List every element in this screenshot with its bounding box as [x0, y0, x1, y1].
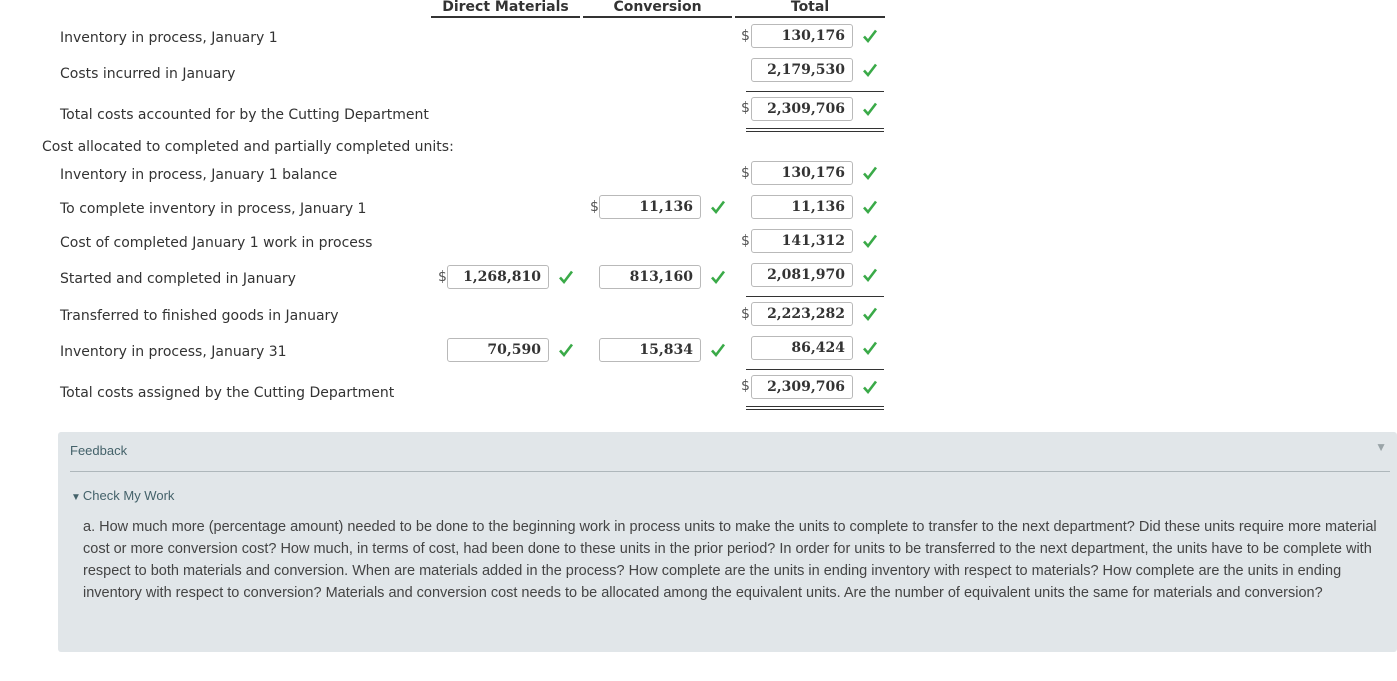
inventory-jan31-materials-input[interactable]: 70,590: [447, 338, 549, 362]
column-header-direct-materials: Direct Materials: [431, 0, 580, 18]
row-label-started-completed: Started and completed in January: [60, 271, 296, 287]
currency-symbol: $: [741, 165, 750, 181]
to-complete-conversion-input[interactable]: 11,136: [599, 195, 701, 219]
subtotal-rule: [746, 369, 884, 370]
row-label-inventory-jan1: Inventory in process, January 1: [60, 30, 278, 46]
inventory-jan31-total-input[interactable]: 86,424: [751, 336, 853, 360]
total-double-rule: [746, 128, 884, 132]
column-header-conversion: Conversion: [583, 0, 732, 18]
row-label-total-accounted: Total costs accounted for by the Cutting Department: [60, 107, 429, 123]
check-icon: [558, 342, 574, 358]
inventory-jan31-conversion-input[interactable]: 15,834: [599, 338, 701, 362]
feedback-text: a. How much more (percentage amount) needed to be done to the beginning work in process units to make the units to complete to transfer to the next department? Did these units require more material cost or more conversion cost? How much, in terms of cost, had been done to these units in the prior period? In order for units to be transferred to the next department, the units have to be complete with respect to both materials and conversion. When are materials added in the process? How complete are the units in ending inventory with respect to materials? How complete are the units in ending inventory with respect to conversion? Materials and conversion cost needs to be allocated among the equivalent units. Are the number of equivalent units the same for materials and conversion?: [83, 519, 1377, 601]
transferred-total-input[interactable]: 2,223,282: [751, 302, 853, 326]
section-heading-cost-allocated: Cost allocated to completed and partially completed units:: [42, 139, 454, 155]
currency-symbol: $: [741, 306, 750, 322]
row-label-inventory-jan31: Inventory in process, January 31: [60, 344, 287, 360]
started-completed-total-input[interactable]: 2,081,970: [751, 263, 853, 287]
check-icon: [710, 199, 726, 215]
currency-symbol: $: [438, 269, 447, 285]
check-icon: [710, 269, 726, 285]
total-accounted-input[interactable]: 2,309,706: [751, 97, 853, 121]
check-icon: [862, 233, 878, 249]
feedback-panel: [58, 432, 1397, 652]
started-completed-materials-input[interactable]: 1,268,810: [447, 265, 549, 289]
inventory-jan1-balance-input[interactable]: 130,176: [751, 161, 853, 185]
check-icon: [862, 101, 878, 117]
column-header-total: Total: [735, 0, 885, 18]
subtotal-rule: [746, 91, 884, 92]
check-my-work-toggle[interactable]: [71, 488, 174, 503]
total-double-rule: [746, 406, 884, 410]
currency-symbol: $: [741, 100, 750, 116]
check-icon: [862, 199, 878, 215]
triangle-down-icon[interactable]: ▼: [1375, 440, 1387, 454]
check-icon: [862, 267, 878, 283]
currency-symbol: $: [741, 378, 750, 394]
row-label-cost-completed: Cost of completed January 1 work in process: [60, 235, 373, 251]
check-icon: [862, 62, 878, 78]
check-icon: [710, 342, 726, 358]
check-icon: [862, 379, 878, 395]
check-icon: [558, 269, 574, 285]
total-assigned-input[interactable]: 2,309,706: [751, 375, 853, 399]
currency-symbol: $: [741, 233, 750, 249]
currency-symbol: $: [741, 28, 750, 44]
row-label-to-complete: To complete inventory in process, January 1: [60, 201, 367, 217]
check-icon: [862, 165, 878, 181]
check-icon: [862, 306, 878, 322]
to-complete-total-input[interactable]: 11,136: [751, 195, 853, 219]
started-completed-conversion-input[interactable]: 813,160: [599, 265, 701, 289]
check-icon: [862, 340, 878, 356]
inventory-jan1-total-input[interactable]: 130,176: [751, 24, 853, 48]
feedback-divider: [70, 471, 1390, 472]
feedback-title: Feedback: [70, 443, 128, 458]
check-my-work-label: Check My Work: [82, 488, 175, 503]
costs-incurred-total-input[interactable]: 2,179,530: [751, 58, 853, 82]
currency-symbol: $: [590, 199, 599, 215]
row-label-costs-incurred: Costs incurred in January: [60, 66, 236, 82]
triangle-down-icon: ▼: [71, 492, 81, 503]
row-label-total-assigned: Total costs assigned by the Cutting Department: [60, 385, 395, 401]
subtotal-rule: [746, 296, 884, 297]
cost-completed-total-input[interactable]: 141,312: [751, 229, 853, 253]
row-label-transferred: Transferred to finished goods in January: [60, 308, 339, 324]
check-icon: [862, 28, 878, 44]
row-label-inventory-jan1-balance: Inventory in process, January 1 balance: [60, 167, 338, 183]
